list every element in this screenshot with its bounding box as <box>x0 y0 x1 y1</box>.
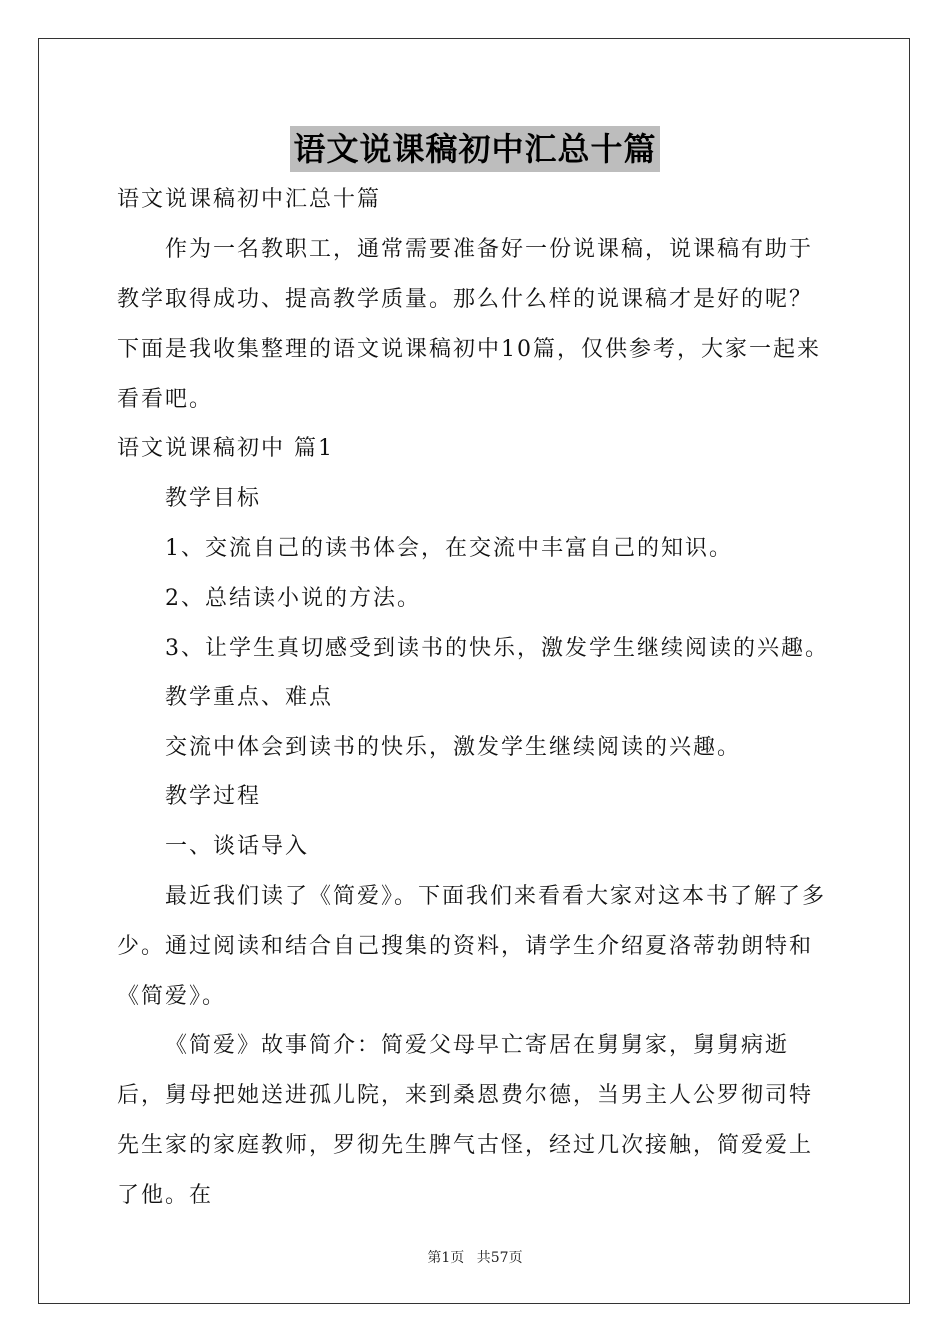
heading-key-points: 教学重点、难点 <box>165 685 334 710</box>
page-footer <box>0 1248 950 1268</box>
total-pages: 共57页 <box>476 1250 523 1266</box>
jianai-intro-paragraph: 最近我们读了《简爱》。下面我们来看看大家对这本书了解了多少。通过阅读和结合自己搜集的资料，请学生介绍夏洛蒂勃朗特和《简爱》。 <box>117 884 827 1009</box>
heading-teaching-goals: 教学目标 <box>165 486 262 511</box>
story-summary-paragraph: 《简爱》故事简介：简爱父母早亡寄居在舅舅家，舅舅病逝后，舅母把她送进孤儿院，来到桑恩费尔德，当男主人公罗彻司特先生家的家庭教师，罗彻先生脾气古怪，经过几次接触，简爱爱上了他。在 <box>117 1033 814 1208</box>
key-points-text: 交流中体会到读书的快乐，激发学生继续阅读的兴趣。 <box>165 735 742 760</box>
document-subtitle: 语文说课稿初中汇总十篇 <box>117 187 382 212</box>
heading-introduction: 一、谈话导入 <box>165 834 310 859</box>
intro-paragraph: 作为一名教职工，通常需要准备好一份说课稿，说课稿有助于教学取得成功、提高教学质量。那么什么样的说课稿才是好的呢？下面是我收集整理的语文说课稿初中10篇，仅供参考，大家一起来看看吧。 <box>117 237 821 412</box>
goal-item-3: 3、让学生真切感受到读书的快乐，激发学生继续阅读的兴趣。 <box>165 636 829 661</box>
section-heading: 语文说课稿初中 篇1 <box>117 436 334 461</box>
document-title: 语文说课稿初中汇总十篇 <box>290 126 659 172</box>
goal-item-1: 1、交流自己的读书体会，在交流中丰富自己的知识。 <box>165 536 733 561</box>
goal-item-2: 2、总结读小说的方法。 <box>165 586 421 611</box>
document-title-block <box>0 126 950 172</box>
page-number: 第1页 <box>427 1250 465 1266</box>
heading-teaching-process: 教学过程 <box>165 784 262 809</box>
